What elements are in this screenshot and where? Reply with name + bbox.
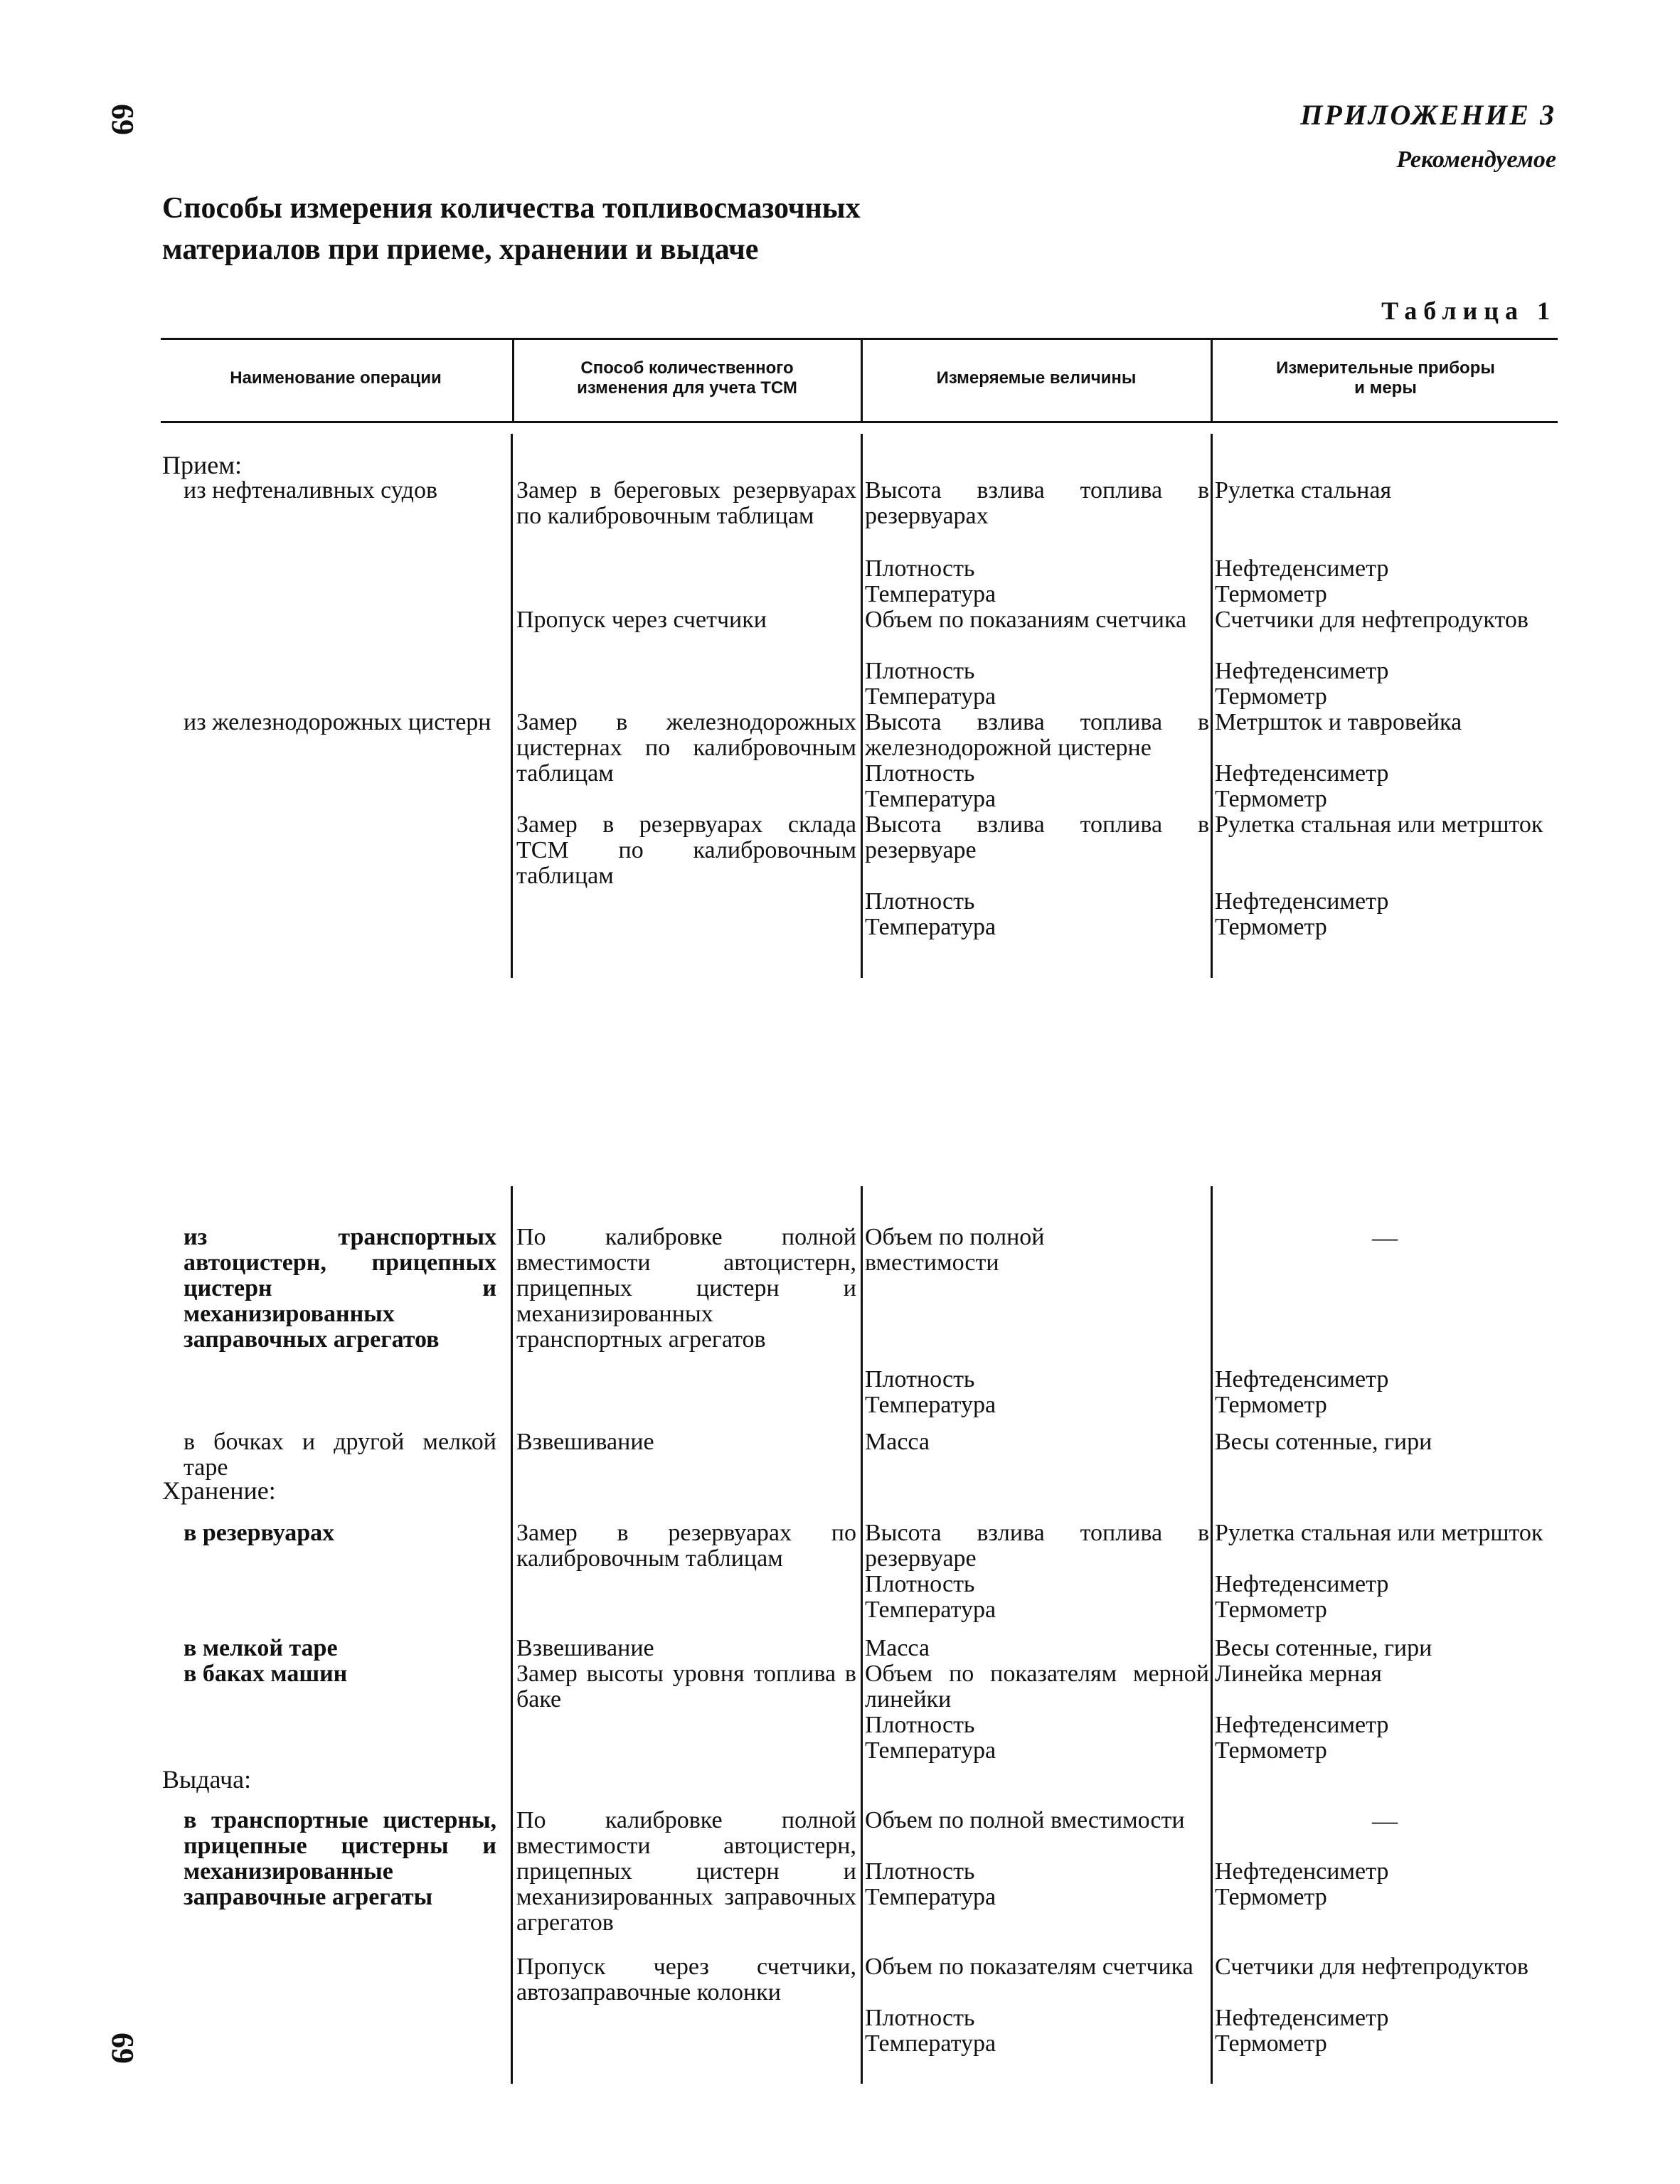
- qty-volume-full-capacity: Объем по полной вместимости: [865, 1807, 1185, 1833]
- instr-hydrometer: Нефтеденсиметр: [1215, 1858, 1389, 1885]
- qty-fill-height-tank: Высота взлива топлива в резервуаре: [865, 1520, 1209, 1572]
- section-vydacha: Выдача:: [162, 1765, 252, 1794]
- method-full-capacity: По калибровке полной вместимости автоцистерн, прицепных цистерн и механизированных транспортных агрегатов: [516, 1224, 856, 1353]
- op-oil-tankers: из нефтеналивных судов: [184, 477, 437, 504]
- instr-scales: Весы сотенные, гири: [1215, 1429, 1432, 1455]
- document-title: [162, 188, 1087, 270]
- method-meters: Пропуск через счетчики: [516, 607, 767, 633]
- qty-temperature: Температура: [865, 1884, 996, 1910]
- header-quantities: Измеряемые величины: [936, 368, 1137, 388]
- method-shore-tanks: Замер в береговых резервуарах по калибровочным таблицам: [516, 477, 856, 529]
- instr-thermometer: Термометр: [1215, 683, 1327, 710]
- table-top-rule: [161, 338, 1558, 340]
- qty-temperature: Температура: [865, 1597, 996, 1623]
- qty-density: Плотность: [865, 555, 975, 582]
- op-vehicle-tanks: в баках машин: [184, 1661, 348, 1687]
- instr-hydrometer: Нефтеденсиметр: [1215, 1366, 1389, 1392]
- section-priem: Прием:: [162, 451, 243, 479]
- page-number-top: 69: [105, 104, 140, 135]
- op-in-tanks: в резервуарах: [184, 1520, 335, 1546]
- qty-volume-meter: Объем по показателям счетчика: [865, 1954, 1193, 1980]
- header-divider-2: [861, 339, 863, 422]
- header-operation: Наименование операции: [230, 368, 442, 388]
- qty-density: Плотность: [865, 1571, 975, 1597]
- qty-temperature: Температура: [865, 683, 996, 710]
- instr-thermometer: Термометр: [1215, 1884, 1327, 1910]
- qty-temperature: Температура: [865, 1392, 996, 1418]
- instr-tape-or-dipstick: Рулетка стальная или метршток: [1215, 1520, 1543, 1546]
- qty-temperature: Температура: [865, 914, 996, 940]
- instr-none: —: [1372, 1806, 1398, 1835]
- qty-density: Плотность: [865, 760, 975, 787]
- instr-steel-tape: Рулетка стальная: [1215, 477, 1392, 504]
- body-divider-1-upper: [511, 434, 513, 978]
- header-method-line-2: изменения для учета ТСМ: [577, 378, 797, 398]
- op-small-containers: в мелкой таре: [184, 1635, 338, 1661]
- body-divider-2-lower: [861, 1186, 863, 2084]
- qty-density: Плотность: [865, 2005, 975, 2031]
- instr-hydrometer: Нефтеденсиметр: [1215, 658, 1389, 684]
- qty-density: Плотность: [865, 658, 975, 684]
- qty-fill-height-tanks: Высота взлива топлива в резервуарах: [865, 477, 1209, 529]
- instr-dipstick-paste: Метршток и тавровейка: [1215, 709, 1462, 735]
- header-divider-3: [1211, 339, 1213, 422]
- instr-thermometer: Термометр: [1215, 581, 1327, 607]
- instr-measuring-ruler: Линейка мерная: [1215, 1661, 1382, 1687]
- qty-density: Плотность: [865, 1712, 975, 1738]
- instr-oil-meters: Счетчики для нефтепродуктов: [1215, 1954, 1529, 1980]
- qty-temperature: Температура: [865, 1737, 996, 1764]
- qty-volume-meter: Объем по показаниям счетчика: [865, 607, 1187, 633]
- header-divider-1: [512, 339, 514, 422]
- instr-thermometer: Термометр: [1215, 2030, 1327, 2057]
- qty-density: Плотность: [865, 1366, 975, 1392]
- instr-thermometer: Термометр: [1215, 1597, 1327, 1623]
- qty-temperature: Температура: [865, 786, 996, 812]
- instr-hydrometer: Нефтеденсиметр: [1215, 555, 1389, 582]
- qty-mass: Масса: [865, 1429, 930, 1455]
- method-full-capacity: По калибровке полной вместимости автоцистерн, прицепных цистерн и механизированных заправочных агрегатов: [516, 1807, 856, 1936]
- instr-thermometer: Термометр: [1215, 1392, 1327, 1418]
- body-divider-1-lower: [511, 1186, 513, 2084]
- header-instruments: [1213, 358, 1558, 398]
- page-number-bottom: 69: [105, 2033, 140, 2064]
- header-instruments-line-2: и меры: [1354, 378, 1417, 398]
- qty-volume-full-capacity: Объем по полной вместимости: [865, 1224, 1045, 1276]
- document-title-line-1: Способы измерения количества топливосмазочных: [162, 192, 861, 225]
- instr-thermometer: Термометр: [1215, 786, 1327, 812]
- section-hranenie: Хранение:: [162, 1476, 276, 1505]
- instr-hydrometer: Нефтеденсиметр: [1215, 888, 1389, 915]
- qty-density: Плотность: [865, 888, 975, 915]
- qty-mass: Масса: [865, 1635, 930, 1661]
- method-meters-dispensers: Пропуск через счетчики, автозаправочные колонки: [516, 1954, 856, 2005]
- table-header-rule: [161, 421, 1558, 423]
- header-method: [515, 358, 859, 398]
- method-weighing: Взвешивание: [516, 1635, 654, 1661]
- instr-tape-or-dipstick: Рулетка стальная или метршток: [1215, 811, 1543, 838]
- instr-scales: Весы сотенные, гири: [1215, 1635, 1432, 1661]
- instr-hydrometer: Нефтеденсиметр: [1215, 760, 1389, 787]
- instr-hydrometer: Нефтеденсиметр: [1215, 2005, 1389, 2031]
- method-tank-tables: Замер в резервуарах по калибровочным таблицам: [516, 1520, 856, 1572]
- body-divider-2-upper: [861, 434, 863, 978]
- document-title-line-2: материалов при приеме, хранении и выдаче: [162, 233, 759, 266]
- instr-none: —: [1372, 1223, 1398, 1252]
- header-instruments-line-1: Измерительные приборы: [1276, 358, 1495, 378]
- instr-thermometer: Термометр: [1215, 1737, 1327, 1764]
- instr-oil-meters: Счетчики для нефтепродуктов: [1215, 607, 1529, 633]
- appendix-title: ПРИЛОЖЕНИЕ 3: [1300, 99, 1556, 131]
- method-depot-tanks: Замер в резервуарах склада ТСМ по калибровочным таблицам: [516, 811, 856, 889]
- body-divider-3-upper: [1211, 434, 1213, 978]
- table-label: Таблица 1: [1381, 297, 1556, 325]
- op-barrels: в бочках и другой мелкой таре: [184, 1429, 496, 1481]
- body-divider-3-lower: [1211, 1186, 1213, 2084]
- appendix-subtitle: Рекомендуемое: [1396, 147, 1556, 173]
- instr-hydrometer: Нефтеденсиметр: [1215, 1712, 1389, 1738]
- op-into-tankers: в транспортные цистерны, прицепные цистерны и механизированные заправочные агрегаты: [184, 1807, 496, 1910]
- method-rail-tanks: Замер в железнодорожных цистернах по калибровочным таблицам: [516, 709, 856, 787]
- op-rail-tanks: из железнодорожных цистерн: [184, 709, 491, 735]
- qty-volume-ruler: Объем по показателям мерной линейки: [865, 1661, 1209, 1712]
- op-road-tankers: из транспортных автоцистерн, прицепных цистерн и механизированных заправочных агрегатов: [184, 1224, 496, 1353]
- qty-fill-height-tank: Высота взлива топлива в резервуаре: [865, 811, 1209, 863]
- instr-thermometer: Термометр: [1215, 914, 1327, 940]
- instr-hydrometer: Нефтеденсиметр: [1215, 1571, 1389, 1597]
- method-fuel-level: Замер высоты уровня топлива в баке: [516, 1661, 856, 1712]
- method-weighing: Взвешивание: [516, 1429, 654, 1455]
- qty-density: Плотность: [865, 1858, 975, 1885]
- header-method-line-1: Способ количественного: [580, 358, 794, 378]
- qty-temperature: Температура: [865, 581, 996, 607]
- qty-fill-height-rail: Высота взлива топлива в железнодорожной цистерне: [865, 709, 1209, 761]
- qty-temperature: Температура: [865, 2030, 996, 2057]
